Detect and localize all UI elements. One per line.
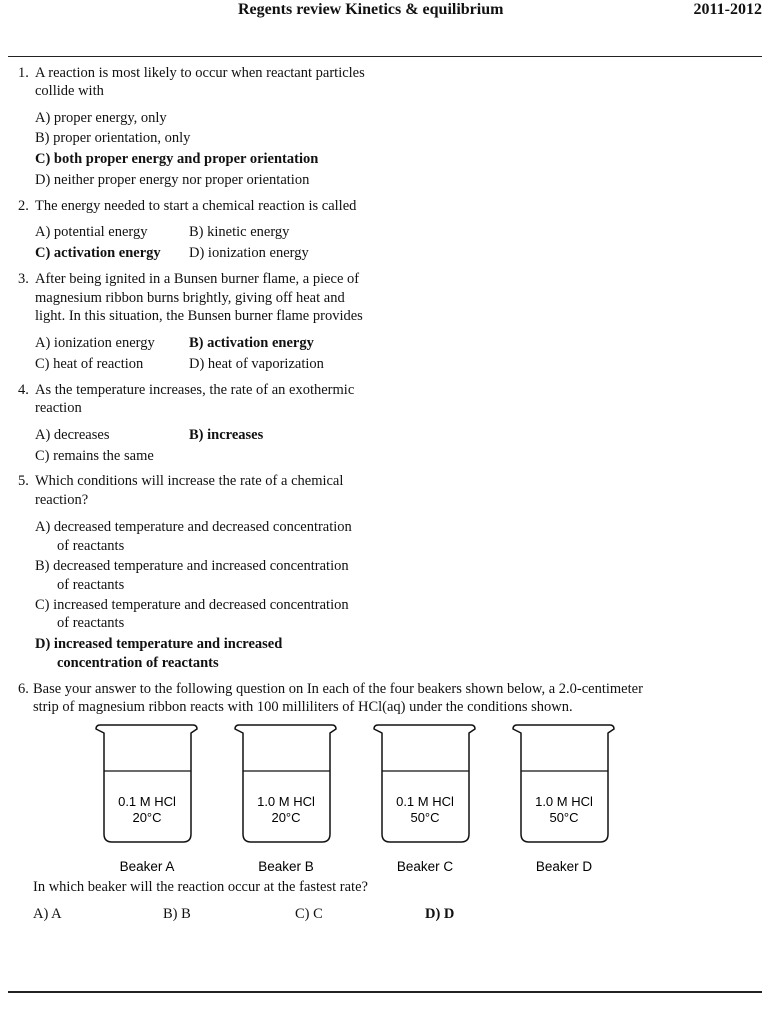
beaker-b-temperature: 20°C [271, 810, 301, 825]
beaker-c-concentration: 0.1 M HCl [396, 794, 454, 809]
q6-number: 6. [18, 681, 29, 697]
q1-text-line1: A reaction is most likely to occur when reactant particles [35, 65, 365, 81]
q2-choice-d: D) ionization energy [189, 245, 309, 261]
q3-choice-d: D) heat of vaporization [189, 356, 324, 372]
q5-choice-a-line2: of reactants [57, 538, 125, 554]
q3-text-line3: light. In this situation, the Bunsen burner flame provides [35, 308, 363, 324]
q6-choice-a: A) A [33, 906, 62, 922]
q6-choice-c: C) C [295, 906, 323, 922]
q4-number: 4. [18, 382, 29, 398]
beaker-b-label: Beaker B [258, 859, 314, 874]
beaker-c [374, 725, 475, 874]
bottom-divider [8, 991, 762, 993]
q4-choice-b-correct: B) increases [189, 427, 264, 443]
beaker-d-label: Beaker D [535, 859, 593, 874]
q2-choice-b: B) kinetic energy [189, 224, 290, 240]
q4-choice-a: A) decreases [35, 427, 110, 443]
page-title: Regents review Kinetics & equilibrium [238, 1, 504, 18]
q6-text-line1: Base your answer to the following question on In each of the four beakers shown below, a 2.0-centimeter [33, 681, 643, 697]
q5-number: 5. [18, 473, 29, 489]
beaker-c-label: Beaker C [396, 859, 454, 874]
beaker-b-concentration: 1.0 M HCl [257, 794, 315, 809]
q3-text-line2: magnesium ribbon burns brightly, giving off heat and [35, 290, 345, 306]
q5-text-line1: Which conditions will increase the rate of a chemical [35, 473, 344, 489]
q1-choice-a: A) proper energy, only [35, 110, 167, 126]
q4-choice-c: C) remains the same [35, 448, 154, 464]
q5-choice-a-line1: A) decreased temperature and decreased concentration [35, 519, 352, 535]
q1-choice-d: D) neither proper energy nor proper orientation [35, 172, 310, 188]
q6-text-line2: strip of magnesium ribbon reacts with 100 milliliters of HCl(aq) under the conditions shown. [33, 699, 573, 715]
school-year: 2011-2012 [693, 1, 762, 18]
beaker-a-label: Beaker A [119, 859, 175, 874]
q2-text-line1: The energy needed to start a chemical reaction is called [35, 198, 357, 214]
beaker-d [513, 725, 614, 874]
top-divider [8, 56, 762, 57]
q6-choice-b: B) B [163, 906, 191, 922]
beaker-a-concentration: 0.1 M HCl [118, 794, 176, 809]
q3-choice-c: C) heat of reaction [35, 356, 144, 372]
q3-choice-b-correct: B) activation energy [189, 335, 314, 351]
q2-number: 2. [18, 198, 29, 214]
beaker-d-temperature: 50°C [549, 810, 579, 825]
q3-number: 3. [18, 271, 29, 287]
q2-choice-a: A) potential energy [35, 224, 148, 240]
beaker-d-concentration: 1.0 M HCl [535, 794, 593, 809]
q1-text-line2: collide with [35, 83, 104, 99]
beaker-a-temperature: 20°C [132, 810, 162, 825]
q5-choice-d-line2-correct: concentration of reactants [57, 655, 219, 671]
q5-choice-b-line2: of reactants [57, 577, 125, 593]
q4-text-line1: As the temperature increases, the rate of an exothermic [35, 382, 355, 398]
q5-choice-c-line2: of reactants [57, 615, 125, 631]
q1-number: 1. [18, 65, 29, 81]
beaker-a [96, 725, 197, 874]
q5-choice-c-line1: C) increased temperature and decreased concentration [35, 597, 349, 613]
q5-choice-b-line1: B) decreased temperature and increased concentration [35, 558, 349, 574]
q5-choice-d-line1-correct: D) increased temperature and increased [35, 636, 283, 652]
beaker-b [235, 725, 336, 874]
q1-choice-c-correct: C) both proper energy and proper orientation [35, 151, 319, 167]
q1-choice-b: B) proper orientation, only [35, 130, 191, 146]
beakers-diagram [0, 720, 768, 880]
q6-question: In which beaker will the reaction occur at the fastest rate? [33, 879, 368, 895]
q2-choice-c-correct: C) activation energy [35, 245, 161, 261]
beaker-c-temperature: 50°C [410, 810, 440, 825]
q4-text-line2: reaction [35, 400, 82, 416]
q3-text-line1: After being ignited in a Bunsen burner flame, a piece of [35, 271, 360, 287]
q5-text-line2: reaction? [35, 492, 89, 508]
q3-choice-a: A) ionization energy [35, 335, 155, 351]
q6-choice-d-correct: D) D [425, 906, 455, 922]
